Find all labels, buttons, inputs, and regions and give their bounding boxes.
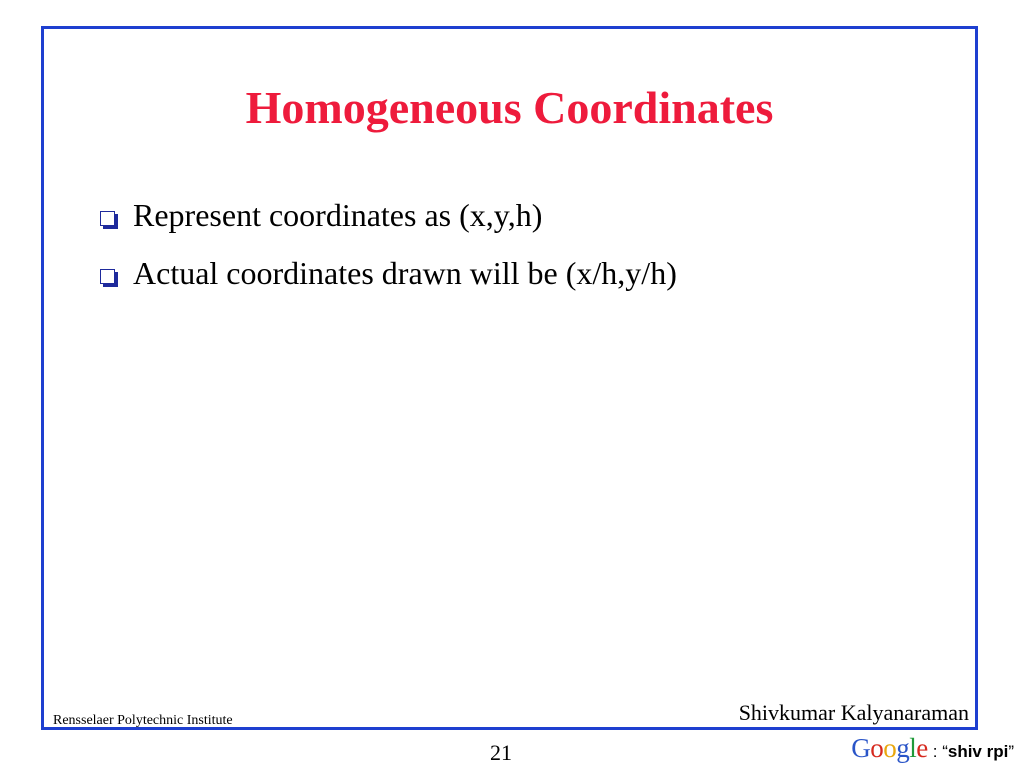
search-hint	[851, 733, 1014, 764]
footer-institution: Rensselaer Polytechnic Institute	[53, 713, 233, 728]
bullet-list	[97, 186, 677, 302]
google-logo-letter: o	[870, 733, 884, 763]
footer-author: Shivkumar Kalyanaraman	[738, 700, 969, 725]
google-logo-letter: g	[896, 733, 910, 763]
page-number: 21	[490, 740, 512, 765]
google-logo-letter: o	[883, 733, 897, 763]
slide-frame	[41, 26, 978, 730]
search-hint-close-quote: ”	[1008, 742, 1014, 761]
search-hint-separator: : “	[932, 742, 948, 761]
slide-title: Homogeneous Coordinates	[245, 82, 774, 133]
search-term: shiv rpi	[947, 742, 1009, 761]
bullet-item	[97, 244, 677, 302]
bullet-text: Actual coordinates drawn will be (x/h,y/h)	[133, 255, 677, 291]
google-logo	[851, 733, 928, 764]
hollow-square-bullet-icon	[100, 269, 115, 284]
bullet-text: Represent coordinates as (x,y,h)	[133, 197, 543, 233]
google-logo-letter: l	[909, 733, 917, 763]
google-logo-letter: G	[851, 733, 871, 763]
bullet-item	[97, 186, 677, 244]
search-hint-text	[933, 742, 1014, 762]
hollow-square-bullet-icon	[100, 211, 115, 226]
google-logo-letter: e	[916, 733, 928, 763]
